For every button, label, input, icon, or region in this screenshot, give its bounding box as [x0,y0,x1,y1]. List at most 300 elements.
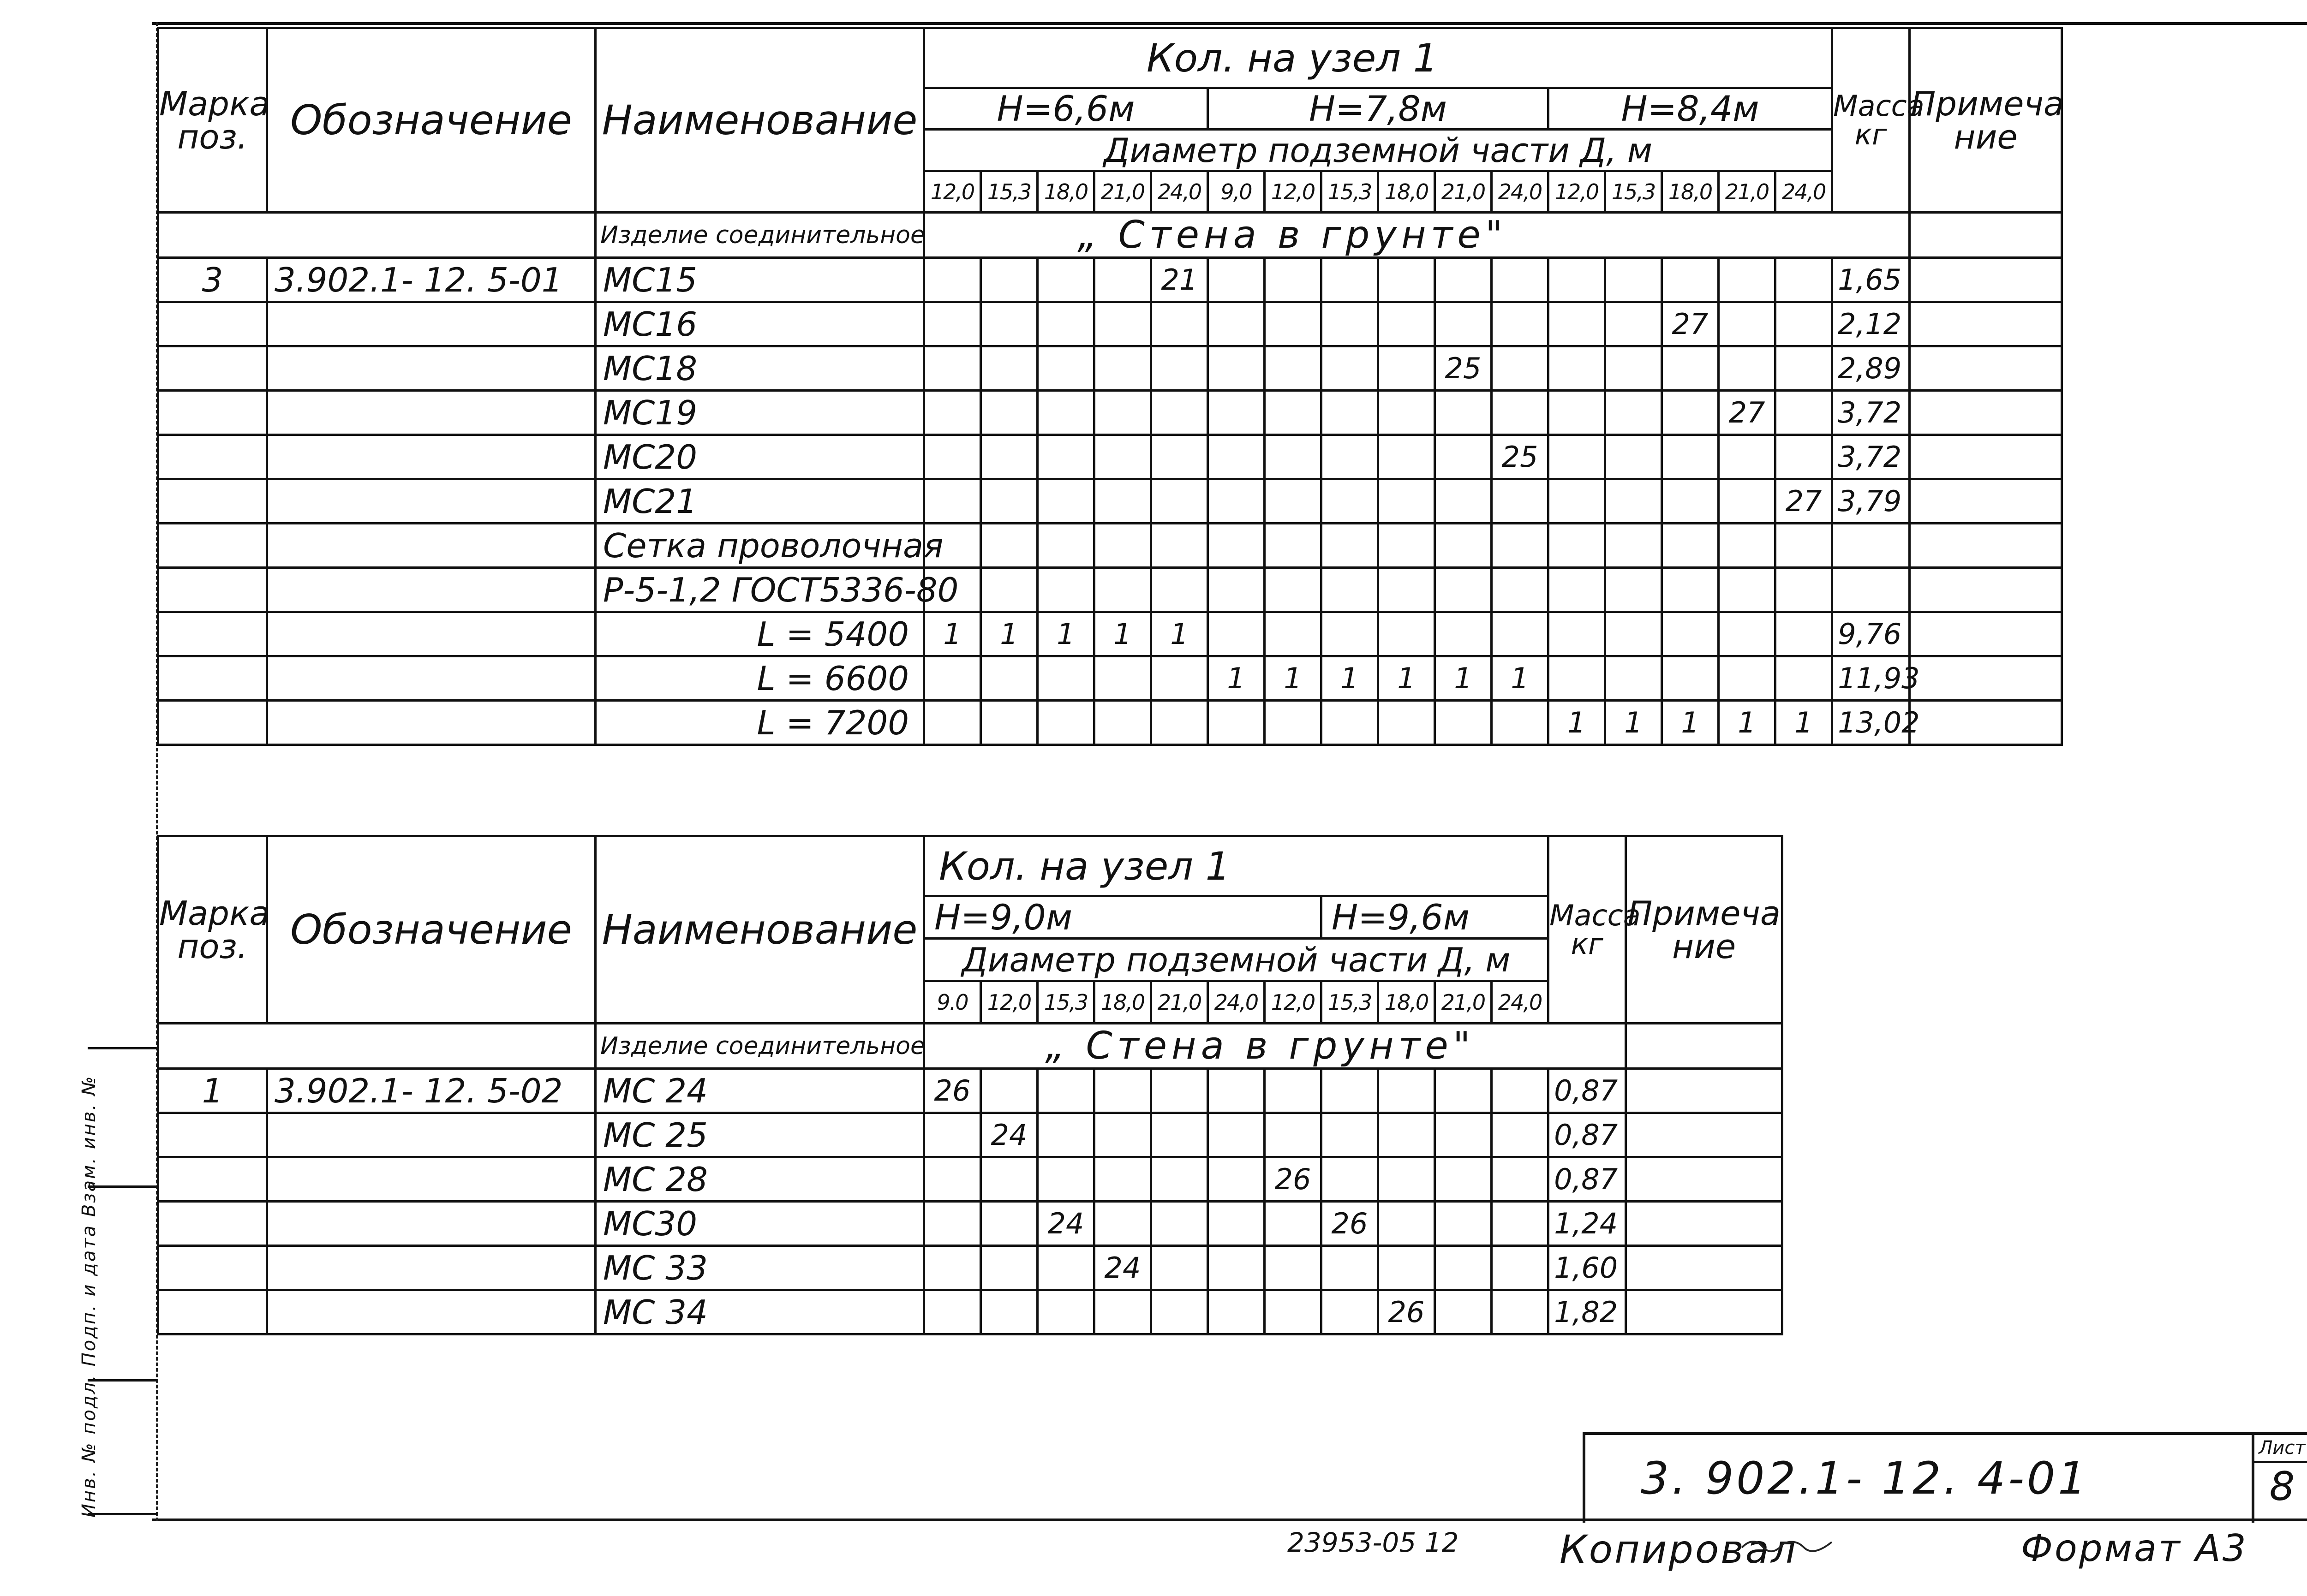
quantity-cell [1038,1069,1094,1113]
quantity-cell [1208,568,1265,612]
quantity-cell [1038,258,1094,302]
designation-header: Обозначение [267,28,596,213]
quantity-cell [1094,479,1151,524]
designation-cell [267,302,596,346]
quantity-cell [1662,612,1719,656]
quantity-cell [1321,612,1378,656]
quantity-cell: 1 [1321,656,1378,701]
quantity-cell: 24 [1038,1202,1094,1246]
quantity-cell [924,479,981,524]
name-cell: МС15 [596,258,924,302]
quantity-cell [1151,1069,1208,1113]
quantity-cell [1605,391,1662,435]
quantity-cell [1208,346,1265,391]
quantity-cell: 26 [1321,1202,1378,1246]
mark-cell [158,435,267,479]
quantity-cell [1321,1290,1378,1334]
quantity-cell [1548,435,1605,479]
quantity-cell [924,1202,981,1246]
quantity-cell [1435,302,1492,346]
name-cell: L = 6600 [596,656,924,701]
name-cell: МС18 [596,346,924,391]
quantity-cell [1378,346,1435,391]
quantity-cell [1038,1157,1094,1202]
quantity-cell: 1 [924,612,981,656]
quantity-cell [1435,435,1492,479]
diameter-value: 21,0 [1435,981,1492,1024]
table-row [158,391,2062,435]
designation-cell [267,1202,596,1246]
mass-cell: 0,87 [1548,1113,1626,1157]
quantity-cell [1775,346,1832,391]
quantity-cell [1719,524,1775,568]
quantity-cell: 1 [1378,656,1435,701]
note-cell [1626,1202,1782,1246]
mass-cell: 1,82 [1548,1290,1626,1334]
designation-cell [267,701,596,745]
quantity-cell [1378,1113,1435,1157]
quantity-cell [1038,568,1094,612]
quantity-cell [1094,1069,1151,1113]
quantity-cell [1548,568,1605,612]
quantity-cell [924,1113,981,1157]
quantity-cell [1492,1290,1548,1334]
designation-cell [267,346,596,391]
quantity-cell [1605,656,1662,701]
mark-cell [158,1202,267,1246]
note-cell [1910,213,2062,258]
quantity-cell: 26 [1265,1157,1321,1202]
diameter-value: 9.0 [924,981,981,1024]
quantity-cell [1435,612,1492,656]
quantity-cell [981,479,1038,524]
quantity-cell [1662,524,1719,568]
table-row [158,656,2062,701]
quantity-cell [1321,479,1378,524]
diameter-value: 24,0 [1208,981,1265,1024]
quantity-cell [924,1157,981,1202]
quantity-cell [924,1290,981,1334]
quantity-cell [1208,701,1265,745]
quantity-cell: 1 [1265,656,1321,701]
quantity-cell [1094,302,1151,346]
quantity-cell [1321,568,1378,612]
mass-cell [1832,568,1910,612]
quantity-cell [1208,258,1265,302]
quantity-cell: 24 [1094,1246,1151,1290]
title-block [1583,1432,2307,1523]
quantity-cell [1265,701,1321,745]
quantity-cell [1321,435,1378,479]
quantity-cell [1605,435,1662,479]
quantity-cell [1378,1246,1435,1290]
quantity-cell [1435,1069,1492,1113]
quantity-cell [1378,1069,1435,1113]
quantity-cell: 1 [1435,656,1492,701]
name-cell: МС 24 [596,1069,924,1113]
quantity-cell [1492,1113,1548,1157]
order-number: 23953-05 12 [1287,1527,1459,1558]
quantity-cell [981,391,1038,435]
mass-cell: 2,12 [1832,302,1910,346]
mark-cell: 1 [158,1069,267,1113]
quantity-cell [1151,391,1208,435]
quantity-cell [1492,391,1548,435]
quantity-cell [1435,701,1492,745]
quantity-cell [1605,568,1662,612]
diameter-value: 18,0 [1378,171,1435,213]
name-cell: L = 7200 [596,701,924,745]
quantity-cell: 1 [1208,656,1265,701]
table-1-header [158,28,2062,213]
mass-cell: 0,87 [1548,1157,1626,1202]
quantity-cell [1265,258,1321,302]
designation-cell [267,435,596,479]
mark-cell [158,1290,267,1334]
quantity-cell: 1 [1151,612,1208,656]
note-header: Примеча ние [1910,28,2062,213]
mass-cell: 1,60 [1548,1246,1626,1290]
quantity-cell [1151,656,1208,701]
designation-cell [267,524,596,568]
quantity-cell [1094,1202,1151,1246]
quantity-cell [1775,524,1832,568]
quantity-cell [1038,391,1094,435]
diameter-value: 15,3 [1605,171,1662,213]
quantity-cell [1775,435,1832,479]
quantity-cell [1265,1290,1321,1334]
quantity-cell [1719,656,1775,701]
quantity-cell [1378,258,1435,302]
quantity-cell [1151,302,1208,346]
note-cell [1910,524,2062,568]
quantity-cell [1208,612,1265,656]
designation-cell [267,1157,596,1202]
quantity-cell [1038,1290,1094,1334]
frame-top-line [152,22,2307,25]
mark-cell [158,1246,267,1290]
quantity-cell [1492,524,1548,568]
name-cell: Сетка проволочная [596,524,924,568]
quantity-cell [1435,1202,1492,1246]
quantity-cell [1038,656,1094,701]
table-row [158,524,2062,568]
table-2-header [158,836,1782,1024]
diameter-value: 21,0 [1435,171,1492,213]
quantity-cell [1038,435,1094,479]
note-header: Примеча ние [1626,836,1782,1024]
note-cell [1910,568,2062,612]
table-row [158,479,2062,524]
quantity-cell [1321,524,1378,568]
note-cell [1910,258,2062,302]
quantity-cell [1265,1246,1321,1290]
quantity-cell [1378,435,1435,479]
mark-cell [158,1157,267,1202]
quantity-cell [1378,302,1435,346]
quantity-cell [1208,1069,1265,1113]
quantity-cell [1492,701,1548,745]
quantity-cell: 27 [1662,302,1719,346]
quantity-cell [1151,1113,1208,1157]
table-row [158,568,2062,612]
designation-cell [267,1113,596,1157]
diameter-value: 24,0 [1775,171,1832,213]
diameter-value: 12,0 [1265,171,1321,213]
quantity-cell [1378,701,1435,745]
specification-table-2 [157,835,1783,1335]
diameter-value: 15,3 [1038,981,1094,1024]
table-row [158,612,2062,656]
quantity-cell [1662,391,1719,435]
mark-cell [158,612,267,656]
note-cell [1910,701,2062,745]
table-row [158,1290,1782,1334]
quantity-cell [1208,1157,1265,1202]
quantity-cell [1038,479,1094,524]
quantity-cell [1492,568,1548,612]
table-row [158,1202,1782,1246]
document-code: 3. 902.1- 12. 4-01 [1641,1453,2089,1504]
note-cell [1910,612,2062,656]
quantity-cell [1548,524,1605,568]
quantity-cell [981,1246,1038,1290]
name-cell: МС20 [596,435,924,479]
name-cell: МС 34 [596,1290,924,1334]
quantity-cell [1719,612,1775,656]
quantity-cell [1208,435,1265,479]
name-cell: Р-5-1,2 ГОСТ5336-80 [596,568,924,612]
note-cell [1626,1024,1782,1069]
table-row [158,1069,1782,1113]
mass-cell: 11,93 [1832,656,1910,701]
diameter-value: 18,0 [1094,981,1151,1024]
format-label: Формат А3 [2021,1527,2248,1570]
diameter-value: 21,0 [1094,171,1151,213]
quantity-cell [981,1290,1038,1334]
table-row [158,1113,1782,1157]
quantity-cell: 27 [1775,479,1832,524]
quantity-cell: 27 [1719,391,1775,435]
height-group-2: Н=9,6м [1321,896,1548,939]
quantity-cell [1094,568,1151,612]
quantity-cell [981,302,1038,346]
quantity-cell [1492,1202,1548,1246]
section-title: „ Стена в грунте" [924,1024,1626,1069]
quantity-cell [1435,568,1492,612]
quantity-cell [1662,346,1719,391]
quantity-cell [1435,1113,1492,1157]
quantity-cell [1265,524,1321,568]
quantity-cell [1094,435,1151,479]
table-2-section [158,1024,1782,1069]
quantity-cell [1208,1246,1265,1290]
quantity-cell [981,1157,1038,1202]
sheet-label: Лист [2254,1435,2307,1463]
designation-cell [267,1290,596,1334]
mass-cell: 1,24 [1548,1202,1626,1246]
quantity-cell [1208,479,1265,524]
quantity-cell [1548,391,1605,435]
quantity-cell [1662,435,1719,479]
quantity-cell [1151,479,1208,524]
quantity-cell [981,1202,1038,1246]
designation-cell: 3.902.1- 12. 5-01 [267,258,596,302]
quantity-cell [1038,701,1094,745]
mark-cell [158,391,267,435]
quantity-cell [1265,391,1321,435]
quantity-cell [1548,612,1605,656]
quantity-cell [1605,346,1662,391]
sheet-number: 8 [2269,1464,2295,1510]
mass-cell: 3,72 [1832,391,1910,435]
quantity-cell [1548,302,1605,346]
quantity-cell [1265,479,1321,524]
diameter-value: 24,0 [1492,171,1548,213]
mark-cell [158,701,267,745]
quantity-cell: 26 [924,1069,981,1113]
quantity-cell [1151,346,1208,391]
note-cell [1626,1069,1782,1113]
quantity-cell [924,435,981,479]
quantity-cell [1378,1202,1435,1246]
quantity-header: Кол. на узел 1 [924,836,1548,896]
quantity-cell [981,656,1038,701]
table-2-body [158,1069,1782,1334]
quantity-cell [1662,656,1719,701]
quantity-cell: 1 [1492,656,1548,701]
quantity-cell [1208,391,1265,435]
designation-cell [267,656,596,701]
table-row [158,435,2062,479]
quantity-cell [1435,391,1492,435]
quantity-cell [1321,1113,1378,1157]
quantity-cell [1719,568,1775,612]
copied-by-label: Копировал [1560,1527,1798,1572]
mark-cell [158,1113,267,1157]
diameter-value: 12,0 [1265,981,1321,1024]
quantity-header: Кол. на узел 1 [924,28,1832,88]
side-note: Инв. № подл. Подп. и дата Взам. инв. № [78,1075,100,1518]
quantity-cell [1321,346,1378,391]
name-cell: МС21 [596,479,924,524]
quantity-cell [1321,701,1378,745]
mark-cell [158,302,267,346]
section-title: „ Стена в грунте" [924,213,1910,258]
quantity-cell [1775,391,1832,435]
quantity-cell [981,346,1038,391]
quantity-cell [1435,479,1492,524]
name-header: Наименование [596,28,924,213]
diameter-value: 15,3 [1321,981,1378,1024]
quantity-cell [1265,346,1321,391]
quantity-cell [1265,302,1321,346]
mass-cell: 3,79 [1832,479,1910,524]
quantity-cell [1775,656,1832,701]
quantity-cell [1662,479,1719,524]
quantity-cell [1094,1290,1151,1334]
quantity-cell [1435,258,1492,302]
note-cell [1626,1157,1782,1202]
name-cell: МС30 [596,1202,924,1246]
quantity-cell [924,701,981,745]
quantity-cell [981,524,1038,568]
quantity-cell [1094,1157,1151,1202]
quantity-cell [1321,302,1378,346]
mass-cell: 0,87 [1548,1069,1626,1113]
quantity-cell [1321,391,1378,435]
quantity-cell [1208,302,1265,346]
diameter-value: 21,0 [1151,981,1208,1024]
mass-header: Масса кг [1548,836,1626,1024]
quantity-cell [1492,346,1548,391]
quantity-cell [1492,1157,1548,1202]
quantity-cell [1492,479,1548,524]
diameter-value: 24,0 [1151,171,1208,213]
quantity-cell [1151,1202,1208,1246]
mass-cell: 1,65 [1832,258,1910,302]
designation-cell: 3.902.1- 12. 5-02 [267,1069,596,1113]
diameter-value: 15,3 [981,171,1038,213]
quantity-cell [1265,612,1321,656]
diameter-value: 18,0 [1378,981,1435,1024]
quantity-cell [1548,479,1605,524]
designation-cell [267,391,596,435]
note-cell [1910,391,2062,435]
name-cell: L = 5400 [596,612,924,656]
quantity-cell [1435,1246,1492,1290]
sheet-box [2252,1435,2307,1523]
height-group-3: Н=8,4м [1548,88,1832,130]
quantity-cell [1265,1113,1321,1157]
diameter-value: 18,0 [1662,171,1719,213]
designation-cell [267,479,596,524]
name-cell: МС 25 [596,1113,924,1157]
quantity-cell [981,258,1038,302]
quantity-cell: 26 [1378,1290,1435,1334]
quantity-cell [1719,479,1775,524]
diameter-value: 21,0 [1719,171,1775,213]
name-cell: МС16 [596,302,924,346]
quantity-cell [1719,346,1775,391]
quantity-cell [1151,701,1208,745]
quantity-cell: 1 [1548,701,1605,745]
quantity-cell [1265,1069,1321,1113]
quantity-cell [1265,435,1321,479]
name-cell: МС19 [596,391,924,435]
diameter-value: 18,0 [1038,171,1094,213]
mark-cell [158,346,267,391]
mark-cell: 3 [158,258,267,302]
quantity-cell: 1 [1719,701,1775,745]
quantity-cell [1492,1246,1548,1290]
quantity-cell [1208,1290,1265,1334]
quantity-cell: 1 [981,612,1038,656]
quantity-cell [1605,479,1662,524]
mass-cell: 3,72 [1832,435,1910,479]
quantity-cell [1775,258,1832,302]
quantity-cell [1435,1290,1492,1334]
quantity-cell [1038,1113,1094,1157]
diameter-header: Диаметр подземной части Д, м [924,130,1832,171]
table-row [158,258,2062,302]
quantity-cell [1151,435,1208,479]
quantity-cell [1094,656,1151,701]
note-cell [1626,1290,1782,1334]
designation-header: Обозначение [267,836,596,1024]
quantity-cell [1492,302,1548,346]
quantity-cell [1378,391,1435,435]
